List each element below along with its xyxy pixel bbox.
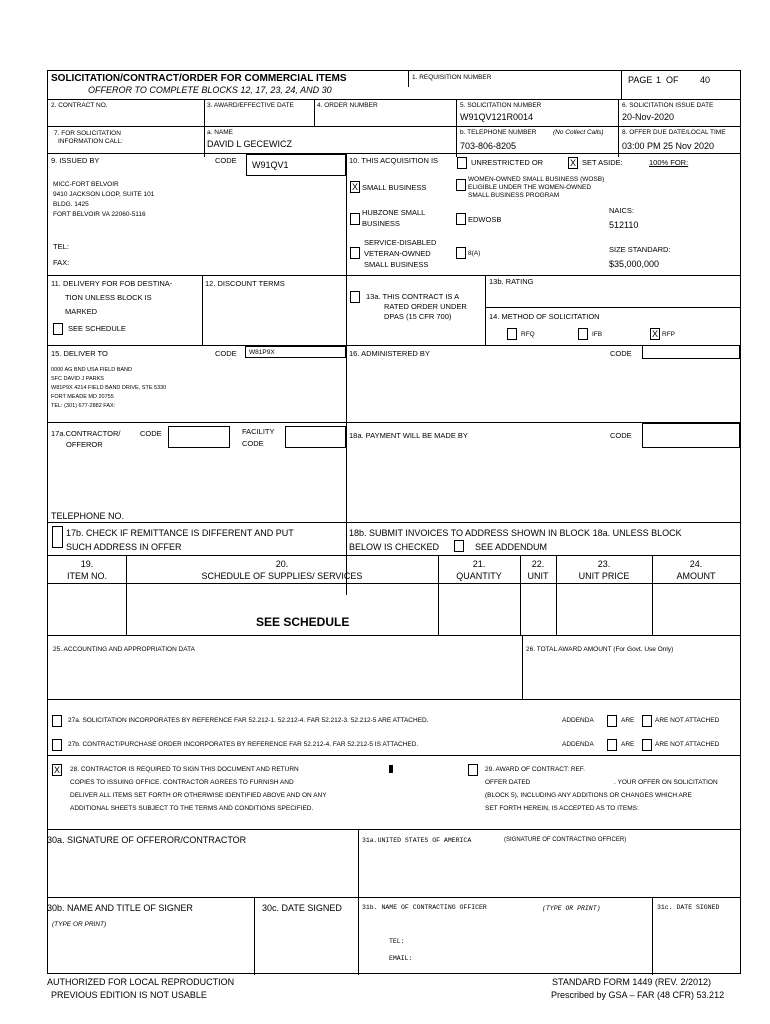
signer-name-label: 30b. NAME AND TITLE OF SIGNER (47, 903, 193, 913)
col-unit-label: UNIT (527, 571, 549, 581)
issued-by-code: W91QV1 (252, 160, 289, 170)
facility-code-label: FACILITY (242, 427, 275, 436)
contractor-code-label: CODE (140, 429, 162, 438)
small-business-checkbox[interactable]: X (351, 182, 358, 192)
form-sf1449 (47, 70, 741, 974)
sdvosb-line-2: VETERAN-OWNED (364, 249, 431, 258)
naics-label: NAICS: (609, 206, 635, 215)
wosb-checkbox[interactable] (456, 179, 466, 191)
award-line-3: (BLOCK 5), INCLUDING ANY ADDITIONS OR CHANGES WHICH ARE (485, 792, 692, 799)
delivery-fob-label-3: MARKED (65, 307, 98, 316)
facility-code-label-2: CODE (242, 439, 264, 448)
footer-previous-edition: PREVIOUS EDITION IS NOT USABLE (51, 990, 207, 1000)
wosb-line-1: WOMEN-OWNED SMALL BUSINESS (WOSB) (468, 176, 605, 183)
wosb-line-2: ELIGIBLE UNDER THE WOMEN-OWNED (468, 184, 592, 191)
contractor-label: 17a.CONTRACTOR/ (51, 429, 121, 438)
co-date-label: 31c. DATE SIGNED (657, 904, 720, 911)
see-schedule-checkbox[interactable] (53, 323, 63, 335)
issued-by-tel: TEL: (53, 242, 69, 251)
deliver-to-address-1: 0000 AG BND USA FIELD BAND (51, 367, 133, 373)
clause-27a-are-not: ARE NOT ATTACHED (655, 717, 720, 724)
award-line-4: SET FORTH HEREIN, IS ACCEPTED AS TO ITEMS: (485, 805, 639, 812)
ifb-label: IFB (592, 331, 603, 338)
due-date-value: 03:00 PM 25 Nov 2020 (622, 141, 715, 151)
rfq-label: RFQ (521, 331, 535, 338)
solicitation-number-label: 5. SOLICITATION NUMBER (460, 102, 542, 109)
col-item-label: ITEM NO. (67, 571, 107, 581)
col-unit-price-label: UNIT PRICE (578, 571, 630, 581)
sdvosb-line-3: SMALL BUSINESS (364, 260, 429, 269)
hubzone-checkbox[interactable] (350, 213, 360, 225)
issued-by-code-label: CODE (215, 156, 237, 165)
phone-label: b. TELEPHONE NUMBER (460, 129, 537, 136)
col-schedule-num: 20. (275, 559, 289, 569)
clause-27b-are-not: ARE NOT ATTACHED (655, 741, 720, 748)
edwosb-checkbox[interactable] (456, 213, 466, 225)
clause-27a-are-not-checkbox[interactable] (642, 715, 652, 727)
page-total: 40 (700, 75, 711, 85)
sdvosb-checkbox[interactable] (350, 247, 360, 259)
size-standard-value: $35,000,000 (609, 259, 660, 269)
rating-label: 13b. RATING (489, 277, 534, 286)
rfp-checkbox[interactable]: X (651, 329, 658, 339)
clause-27b-are: ARE (621, 741, 635, 748)
block-28-line-4: ADDITIONAL SHEETS SUBJECT TO THE TERMS AND CONDITIONS SPECIFIED. (70, 805, 314, 812)
requisition-label: 1. REQUISITION NUMBER (412, 74, 492, 81)
clause-27b-checkbox[interactable] (52, 739, 62, 751)
col-amount-label: AMOUNT (676, 571, 716, 581)
total-award-label: 26. TOTAL AWARD AMOUNT (For Govt. Use Only) (526, 646, 674, 653)
award-line-1: 29. AWARD OF CONTRACT: REF. (485, 766, 585, 773)
see-schedule-label: SEE SCHEDULE (68, 324, 126, 333)
small-business-label: SMALL BUSINESS (362, 183, 427, 192)
sdvosb-line-1: SERVICE-DISABLED (364, 238, 437, 247)
clause-27b-addenda: ADDENDA (562, 741, 594, 748)
issued-by-address-1: MICC-FORT BELVOIR (53, 181, 119, 188)
accounting-label: 25. ACCOUNTING AND APPROPRIATION DATA (53, 646, 195, 653)
clause-27b: 27b. CONTRACT/PURCHASE ORDER INCORPORATES BY REFERENCE FAR 52.212-4. FAR 52.212-5 IS ATTACHED. (68, 741, 419, 748)
issued-by-address-4: FORT BELVOIR VA 22060-5116 (53, 211, 146, 218)
discount-terms-label: 12. DISCOUNT TERMS (205, 279, 285, 288)
page-number: 1 (656, 75, 662, 85)
deliver-to-address-4: FORT MEADE MD 20755 (51, 394, 114, 400)
award-line-2: OFFER DATED (485, 779, 531, 786)
contractor-label-2: OFFEROR (66, 440, 103, 449)
deliver-to-code-label: CODE (215, 349, 237, 358)
co-name-label: 31b. NAME OF CONTRACTING OFFICER (362, 904, 487, 911)
hubzone-line-1: HUBZONE SMALL (362, 208, 426, 217)
clause-27a: 27a. SOLICITATION INCORPORATES BY REFERENCE FAR 52.212-1. 52.212-4. FAR 52.212-3. 52.212-5 ARE ATTACHED. (68, 717, 429, 724)
issue-date-label: 6. SOLICITATION ISSUE DATE (622, 102, 714, 109)
phone-value: 703-806-8205 (460, 141, 517, 151)
clause-27b-are-checkbox[interactable] (607, 739, 617, 751)
signature-co-note: (SIGNATURE OF CONTRACTING OFFICER) (504, 837, 627, 843)
eight-a-label: 8(A) (468, 250, 481, 257)
deliver-to-address-3: W81P9X 4214 FIELD BAND DRIVE, STE 5330 (51, 385, 167, 391)
signer-date-label: 30c. DATE SIGNED (262, 903, 342, 913)
clause-27a-addenda: ADDENDA (562, 717, 594, 724)
issued-by-address-3: BLDG. 1425 (53, 201, 89, 208)
block-28-line-2: COPIES TO ISSUING OFFICE. CONTRACTOR AGREES TO FURNISH AND (70, 779, 294, 786)
col-schedule-label: SCHEDULE OF SUPPLIES/ SERVICES (201, 571, 363, 581)
set-aside-percent: 100% FOR: (649, 158, 689, 167)
rfp-label: RFP (662, 331, 675, 338)
rated-order-line-1: 13a. THIS CONTRACT IS A (366, 292, 460, 301)
administered-by-code-label: CODE (610, 349, 632, 358)
page-of-label: OF (666, 75, 679, 85)
rated-order-line-3: DPAS (15 CFR 700) (384, 312, 452, 321)
copies-blank-mark (389, 765, 393, 773)
info-call-label: 7. FOR SOLICITATION (54, 130, 121, 137)
col-amount-num: 24. (689, 559, 703, 569)
clause-27a-checkbox[interactable] (52, 715, 62, 727)
rfq-checkbox[interactable] (507, 328, 517, 340)
footer-prescribed-by: Prescribed by GSA – FAR (48 CFR) 53.212 (551, 990, 725, 1000)
col-unit-price-num: 23. (597, 559, 611, 569)
eight-a-checkbox[interactable] (456, 247, 466, 259)
form-subtitle: OFFEROR TO COMPLETE BLOCKS 12, 17, 23, 24, AND 30 (88, 85, 332, 95)
signature-offeror-label: 30a. SIGNATURE OF OFFEROR/CONTRACTOR (47, 835, 247, 845)
col-item-num: 19. (80, 559, 94, 569)
clause-27a-are: ARE (621, 717, 635, 724)
deliver-to-address-2: SFC DAVID J PARKS (51, 376, 104, 382)
issue-date-value: 20-Nov-2020 (622, 112, 675, 122)
clause-27b-are-not-checkbox[interactable] (642, 739, 652, 751)
block-29-checkbox[interactable] (468, 764, 478, 776)
signer-name-note: (TYPE OR PRINT) (52, 921, 107, 928)
size-standard-label: SIZE STANDARD: (609, 245, 671, 254)
method-label: 14. METHOD OF SOLICITATION (489, 312, 600, 321)
ifb-checkbox[interactable] (578, 328, 588, 340)
delivery-fob-label-1: 11. DELIVERY FOR FOB DESTINA- (51, 279, 173, 288)
block-28-checkbox[interactable]: X (53, 765, 60, 775)
see-schedule-body: SEE SCHEDULE (256, 615, 350, 629)
phone-note: (No Collect Calls) (553, 129, 604, 136)
col-quantity-label: QUANTITY (456, 571, 502, 581)
due-date-label: 8. OFFER DUE DATE/LOCAL TIME (622, 129, 726, 136)
contract-no-label: 2. CONTRACT NO. (51, 102, 108, 109)
col-unit-num: 22. (531, 559, 545, 569)
set-aside-label: SET ASIDE: (582, 158, 623, 167)
naics-value: 512110 (609, 220, 639, 230)
administered-by-label: 16. ADMINISTERED BY (349, 349, 430, 358)
form-title: SOLICITATION/CONTRACT/ORDER FOR COMMERCIAL ITEMS (51, 73, 347, 84)
deliver-to-label: 15. DELIVER TO (51, 349, 108, 358)
delivery-fob-label-2: TION UNLESS BLOCK IS (65, 293, 152, 302)
info-call-label-2: INFORMATION CALL: (58, 138, 123, 145)
invoice-label-2: BELOW IS CHECKED (349, 542, 440, 552)
invoice-label-1: 18b. SUBMIT INVOICES TO ADDRESS SHOWN IN BLOCK 18a. UNLESS BLOCK (349, 528, 682, 538)
footer-reproduction: AUTHORIZED FOR LOCAL REPRODUCTION (47, 977, 235, 987)
issued-by-label: 9. ISSUED BY (51, 156, 100, 165)
contact-name: DAVID L GECEWICZ (207, 139, 293, 149)
solicitation-number-value: W91QV121R0014 (460, 112, 534, 122)
remittance-label-1: 17b. CHECK IF REMITTANCE IS DIFFERENT AND PUT (66, 528, 294, 538)
see-addendum-label: SEE ADDENDUM (475, 542, 548, 552)
see-addendum-checkbox[interactable] (454, 540, 464, 552)
unrestricted-label: UNRESTRICTED OR (471, 158, 544, 167)
co-email-label: EMAIL: (389, 955, 413, 962)
block-28-line-1: 28. CONTRACTOR IS REQUIRED TO SIGN THIS DOCUMENT AND RETURN (70, 766, 299, 773)
telephone-label: TELEPHONE NO. (51, 511, 125, 521)
co-name-note: (TYPE OR PRINT) (542, 905, 601, 912)
payment-label: 18a. PAYMENT WILL BE MADE BY (349, 431, 468, 440)
name-label: a. NAME (207, 129, 234, 136)
set-aside-checkbox[interactable]: X (569, 158, 576, 168)
award-line-2b: . YOUR OFFER ON SOLICITATION (614, 779, 718, 786)
clause-27a-are-checkbox[interactable] (607, 715, 617, 727)
remittance-checkbox[interactable] (52, 526, 63, 548)
col-quantity-num: 21. (472, 559, 486, 569)
rated-order-line-2: RATED ORDER UNDER (384, 302, 467, 311)
block-28-line-3: DELIVER ALL ITEMS SET FORTH OR OTHERWISE IDENTIFIED ABOVE AND ON ANY (70, 792, 327, 799)
co-tel-label: TEL: (389, 938, 405, 945)
issued-by-fax: FAX: (53, 258, 70, 267)
unrestricted-checkbox[interactable] (457, 157, 467, 169)
rated-order-checkbox[interactable] (350, 291, 360, 303)
edwosb-label: EDWOSB (468, 215, 502, 224)
wosb-line-3: SMALL BUSINESS PROGRAM (468, 192, 560, 199)
footer-form-number: STANDARD FORM 1449 (REV. 2/2012) (552, 977, 712, 987)
payment-code-label: CODE (610, 431, 632, 440)
signature-usa-label: 31a.UNITED STATES OF AMERICA (362, 837, 472, 844)
remittance-label-2: SUCH ADDRESS IN OFFER (66, 542, 182, 552)
issued-by-address-2: 9410 JACKSON LOOP, SUITE 101 (53, 191, 155, 198)
deliver-to-address-5: TEL: (301) 677-2882 FAX: (51, 403, 116, 409)
hubzone-line-2: BUSINESS (362, 219, 400, 228)
award-date-label: 3. AWARD/EFFECTIVE DATE (207, 102, 294, 109)
deliver-to-code: W81P9X (249, 349, 275, 356)
acquisition-label: 10. THIS ACQUISITION IS (349, 156, 439, 165)
order-number-label: 4. ORDER NUMBER (317, 102, 378, 109)
page-label: PAGE (628, 75, 653, 85)
